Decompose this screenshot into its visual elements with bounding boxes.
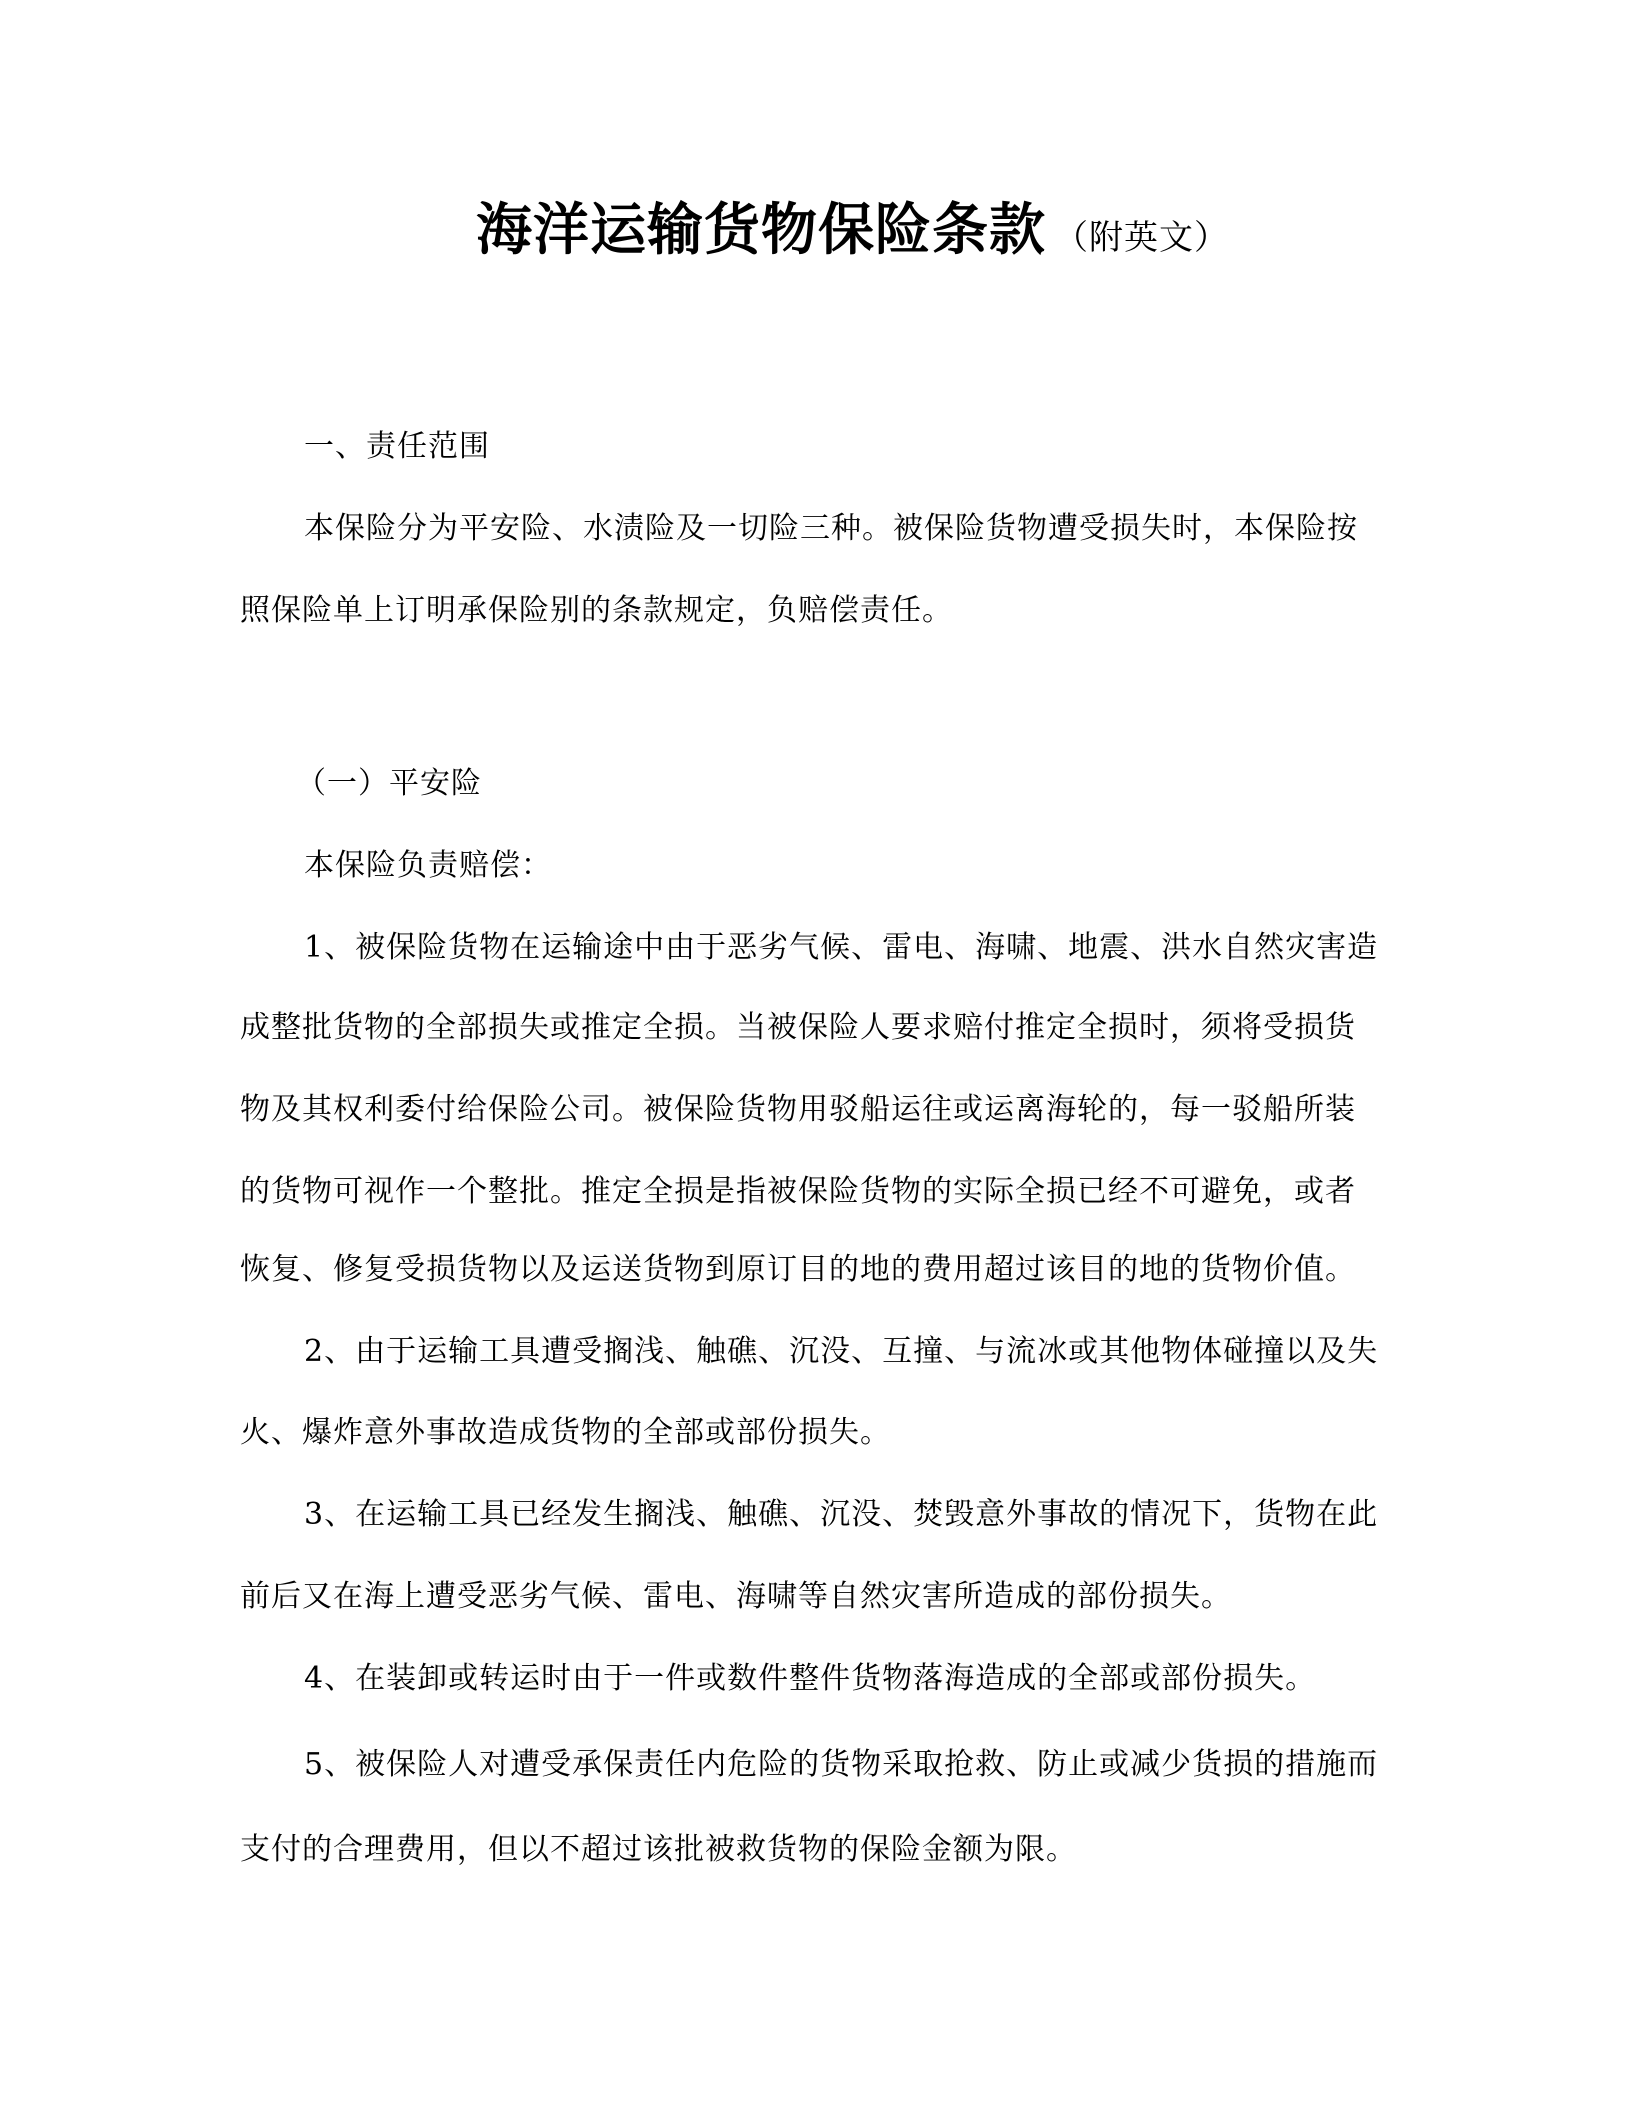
clause-3-line: 3、在运输工具已经发生搁浅、触礁、沉没、焚毁意外事故的情况下，货物在此 — [304, 1497, 1379, 1532]
title-main-text: 海洋运输货物保险条款 — [476, 198, 1046, 263]
title-suffix-text: （附英文） — [1054, 218, 1229, 258]
clause-1-line: 的货物可视作一个整批。推定全损是指被保险货物的实际全损已经不可避免，或者 — [240, 1174, 1356, 1209]
clause-3-line: 前后又在海上遭受恶劣气候、雷电、海啸等自然灾害所造成的部份损失。 — [240, 1579, 1232, 1614]
intro-paragraph-line: 照保险单上订明承保险别的条款规定，负赔偿责任。 — [240, 593, 953, 628]
subsection-heading-fpa: （一）平安险 — [296, 766, 482, 801]
intro-paragraph-line: 本保险分为平安险、水渍险及一切险三种。被保险货物遭受损失时，本保险按 — [304, 511, 1358, 546]
document-title — [476, 196, 1229, 266]
clause-2-line: 火、爆炸意外事故造成货物的全部或部份损失。 — [240, 1415, 891, 1450]
section-heading-liability-scope: 一、责任范围 — [304, 429, 490, 464]
clause-1-line: 恢复、修复受损货物以及运送货物到原订目的地的费用超过该目的地的货物价值。 — [240, 1252, 1356, 1287]
subsection-lead-text: 本保险负责赔偿： — [304, 848, 552, 883]
clause-1-line: 1、被保险货物在运输途中由于恶劣气候、雷电、海啸、地震、洪水自然灾害造 — [304, 930, 1379, 965]
clause-4-line: 4、在装卸或转运时由于一件或数件整件货物落海造成的全部或部份损失。 — [304, 1661, 1317, 1696]
clause-5-line: 5、被保险人对遭受承保责任内危险的货物采取抢救、防止或减少货损的措施而 — [304, 1747, 1379, 1782]
clause-5-line: 支付的合理费用，但以不超过该批被救货物的保险金额为限。 — [240, 1832, 1077, 1867]
clause-1-line: 物及其权利委付给保险公司。被保险货物用驳船运往或运离海轮的，每一驳船所装 — [240, 1092, 1356, 1127]
clause-2-line: 2、由于运输工具遭受搁浅、触礁、沉没、互撞、与流冰或其他物体碰撞以及失 — [304, 1334, 1379, 1369]
clause-1-line: 成整批货物的全部损失或推定全损。当被保险人要求赔付推定全损时，须将受损货 — [240, 1010, 1356, 1045]
